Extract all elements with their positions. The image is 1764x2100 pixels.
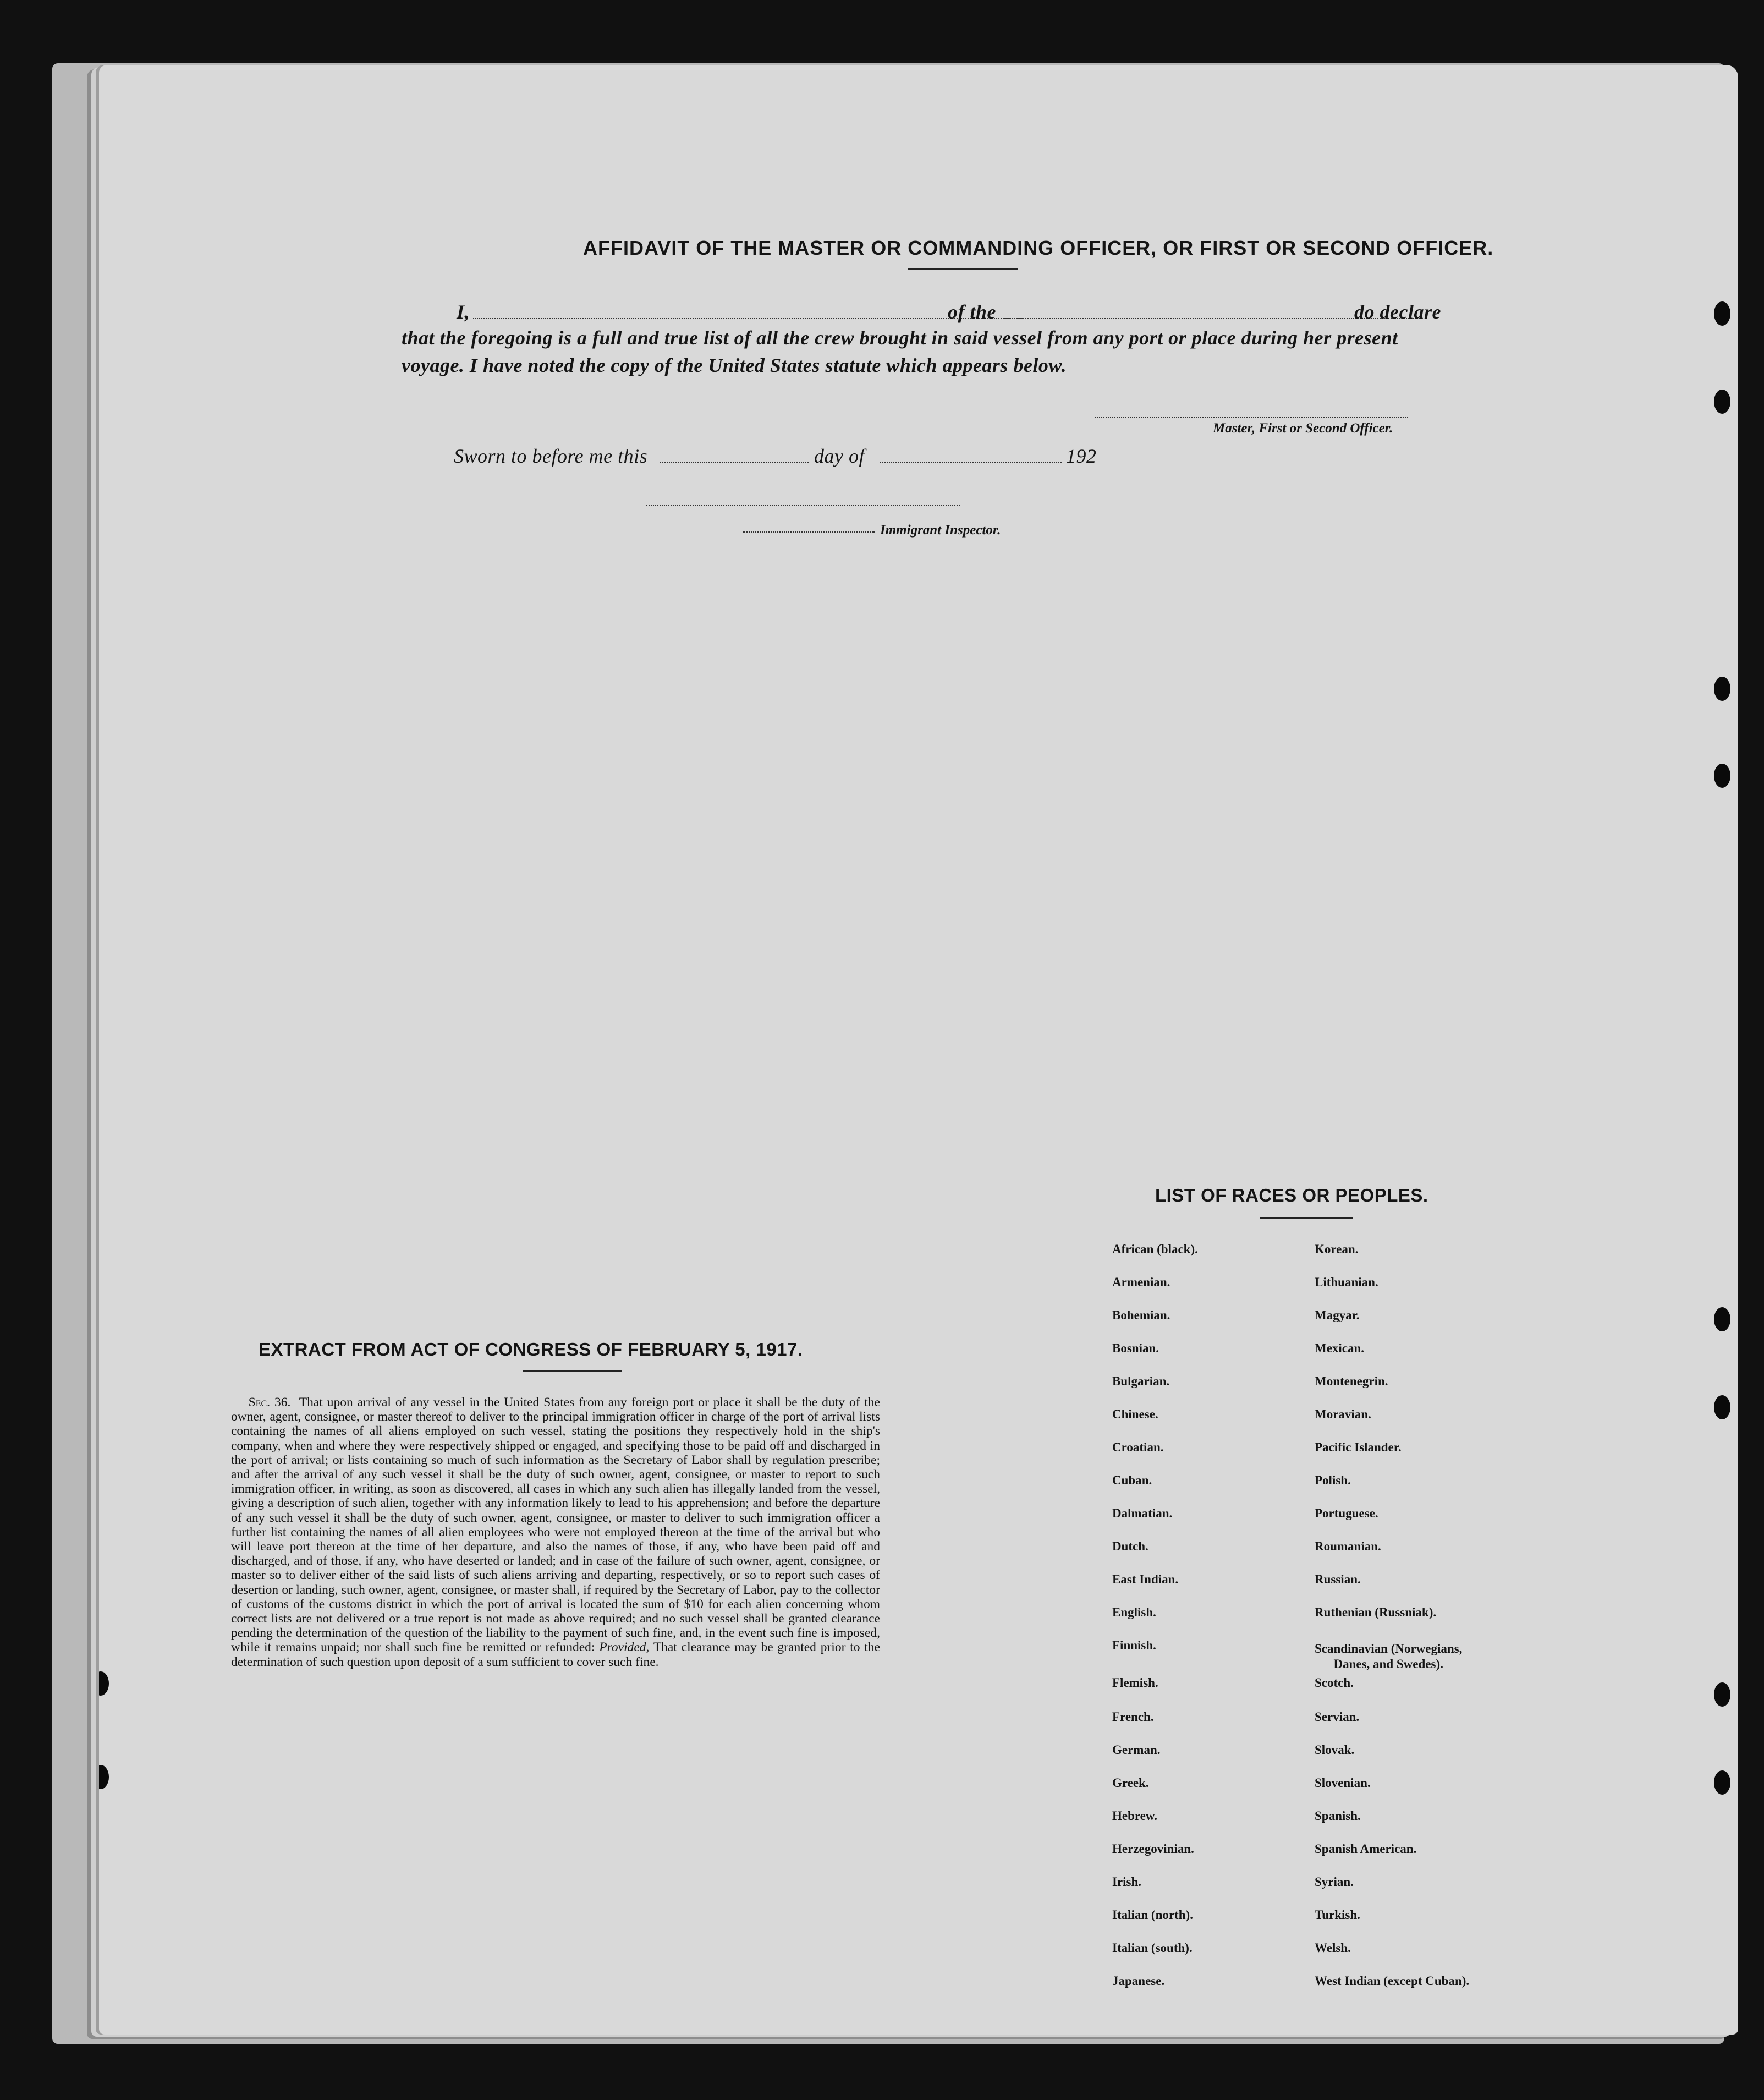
race-item: Mexican.	[1315, 1341, 1365, 1355]
month-blank	[880, 462, 1062, 463]
race-item: Magyar.	[1315, 1308, 1360, 1322]
race-item: West Indian (except Cuban).	[1315, 1974, 1470, 1988]
race-item: Japanese.	[1112, 1974, 1165, 1988]
race-item: Flemish.	[1112, 1676, 1158, 1690]
statute-body-a: That upon arrival of any vessel in the United States from any foreign port or place it shall be the duty of the owner, agent, consignee, or master thereof to deliver to the principal immigration officer in charge of the port of arrival lists containing the names of all aliens employed on such vessel, stating the positions they respectively hold in the ship's company, when and where they were respectively shipped or engaged, and specifying those to be paid off and discharged in the port of arrival; or lists containing so much of such information as the Secretary of Labor shall by regulation prescribe; and after the arrival of any such vessel it shall be the duty of such owner, agent, consignee, or master to report to such immigration officer, in writing, as soon as discovered, all cases in which any such alien has illegally landed from the vessel, giving a description of such alien, together with any information likely to lead to his apprehension; and before the departure of any such vessel it shall be the duty of such owner, agent, consignee, or master to deliver to such immigration officer a further list containing the names of all alien employees who were not employed thereon at the time of the arrival but who will leave port thereon at the time of her departure, and also the names of those, if any, who have been paid off and discharged, and of those, if any, who have deserted or landed; and in case of the failure of such owner, agent, consignee, or master so to deliver either of the said lists of such aliens arriving and departing, respectively, or so to report such cases of desertion or landing, such owner, agent, consignee, or master shall, if required by the Secretary of Labor, pay to the collector of customs of the customs district in which the port of arrival is located the sum of $10 for each alien concerning whom correct lists are not delivered or a true report is not made as above required; and no such vessel shall be granted clearance pending the determination of the question of the liability to the payment of such fine, and, in the event such fine is imposed, while it remains unpaid; nor shall such fine be remitted or refunded:	[231, 1395, 881, 1655]
race-item: Ruthenian (Russniak).	[1315, 1605, 1437, 1619]
race-item: Dutch.	[1112, 1539, 1148, 1553]
day-blank	[660, 462, 809, 463]
day-of-label: day of	[814, 445, 865, 467]
race-item: Chinese.	[1112, 1407, 1158, 1421]
signature-blank	[1095, 417, 1408, 418]
race-item: Moravian.	[1315, 1407, 1371, 1421]
extract-title: EXTRACT FROM ACT OF CONGRESS OF FEBRUARY 5, 1917.	[259, 1339, 803, 1359]
affidavit-title: AFFIDAVIT OF THE MASTER OR COMMANDING OFFICER, OR FIRST OR SECOND OFFICER.	[583, 237, 1494, 259]
race-item: Turkish.	[1315, 1908, 1360, 1922]
race-item: Croatian.	[1112, 1440, 1164, 1454]
section-label: Sec. 36.	[248, 1395, 291, 1410]
race-item: Scotch.	[1315, 1676, 1354, 1690]
race-item: Slovenian.	[1315, 1776, 1371, 1790]
binder-hole	[1714, 677, 1730, 701]
race-item: Korean.	[1315, 1242, 1359, 1256]
race-item: English.	[1112, 1605, 1156, 1619]
affidavit-line-3: voyage. I have noted the copy of the United States statute which appears below.	[402, 354, 1067, 376]
race-item: Servian.	[1315, 1710, 1360, 1724]
race-item: French.	[1112, 1710, 1154, 1724]
inspector-signature-blank	[646, 505, 960, 506]
title-rule	[908, 268, 1018, 270]
race-item: Italian (north).	[1112, 1908, 1193, 1922]
race-item: Scandinavian (Norwegians, Danes, and Swedes).	[1315, 1642, 1463, 1671]
binder-hole	[1714, 301, 1730, 326]
race-item: Polish.	[1315, 1473, 1351, 1487]
races-title: LIST OF RACES OR PEOPLES.	[1155, 1185, 1428, 1205]
inspector-caption: Immigrant Inspector.	[880, 523, 1001, 538]
races-rule	[1260, 1217, 1353, 1219]
race-item: Pacific Islander.	[1315, 1440, 1402, 1454]
statute-body-b: That clearance may be granted prior to the determination of such question upon deposit of a sum sufficient to cover such fine.	[231, 1640, 880, 1669]
binder-hole	[1714, 1682, 1730, 1707]
race-item: Greek.	[1112, 1776, 1149, 1790]
race-item: Lithuanian.	[1315, 1275, 1378, 1289]
affidavit-i-label: I,	[457, 301, 470, 323]
race-item: Montenegrin.	[1315, 1374, 1388, 1388]
race-item: Roumanian.	[1315, 1539, 1381, 1553]
statute-text	[231, 1395, 880, 1669]
binder-hole	[1714, 1395, 1730, 1419]
binder-hole	[1714, 1770, 1730, 1795]
race-item: Bohemian.	[1112, 1308, 1170, 1322]
extract-rule	[523, 1370, 622, 1372]
race-item: Italian (south).	[1112, 1941, 1193, 1955]
race-item: German.	[1112, 1743, 1161, 1757]
race-item: Herzegovinian.	[1112, 1842, 1194, 1856]
race-item: Hebrew.	[1112, 1809, 1157, 1823]
sworn-label: Sworn to before me this	[454, 445, 648, 467]
race-item: Bosnian.	[1112, 1341, 1159, 1355]
provided-label: Provided,	[599, 1640, 650, 1655]
race-item: Armenian.	[1112, 1275, 1170, 1289]
year-label: 192	[1066, 445, 1097, 467]
signature-caption: Master, First or Second Officer.	[1213, 421, 1393, 436]
race-item: East Indian.	[1112, 1572, 1179, 1586]
race-item: Spanish American.	[1315, 1842, 1417, 1856]
manifest-page	[99, 65, 1738, 2035]
race-item: Bulgarian.	[1112, 1374, 1170, 1388]
binder-hole	[1714, 390, 1730, 414]
affidavit-of-the: of the	[948, 301, 996, 323]
race-item: Irish.	[1112, 1875, 1142, 1889]
race-item: Slovak.	[1315, 1743, 1355, 1757]
binder-hole	[99, 1765, 109, 1789]
race-item: Russian.	[1315, 1572, 1361, 1586]
binder-hole	[99, 1671, 109, 1696]
affidavit-line-2: that the foregoing is a full and true list of all the crew brought in said vessel from any port or place during her present	[402, 327, 1398, 349]
race-item: Syrian.	[1315, 1875, 1354, 1889]
race-item: Dalmatian.	[1112, 1506, 1173, 1520]
inspector-short-blank	[743, 531, 875, 533]
race-item: Spanish.	[1315, 1809, 1361, 1823]
affidavit-do-declare: do declare	[1354, 301, 1441, 323]
binder-hole	[1714, 1307, 1730, 1331]
race-item: Welsh.	[1315, 1941, 1351, 1955]
binder-hole	[1714, 764, 1730, 788]
race-item: Portuguese.	[1315, 1506, 1378, 1520]
race-item: African (black).	[1112, 1242, 1198, 1256]
race-item: Cuban.	[1112, 1473, 1152, 1487]
race-item: Finnish.	[1112, 1638, 1156, 1652]
name-blank	[473, 318, 1023, 319]
